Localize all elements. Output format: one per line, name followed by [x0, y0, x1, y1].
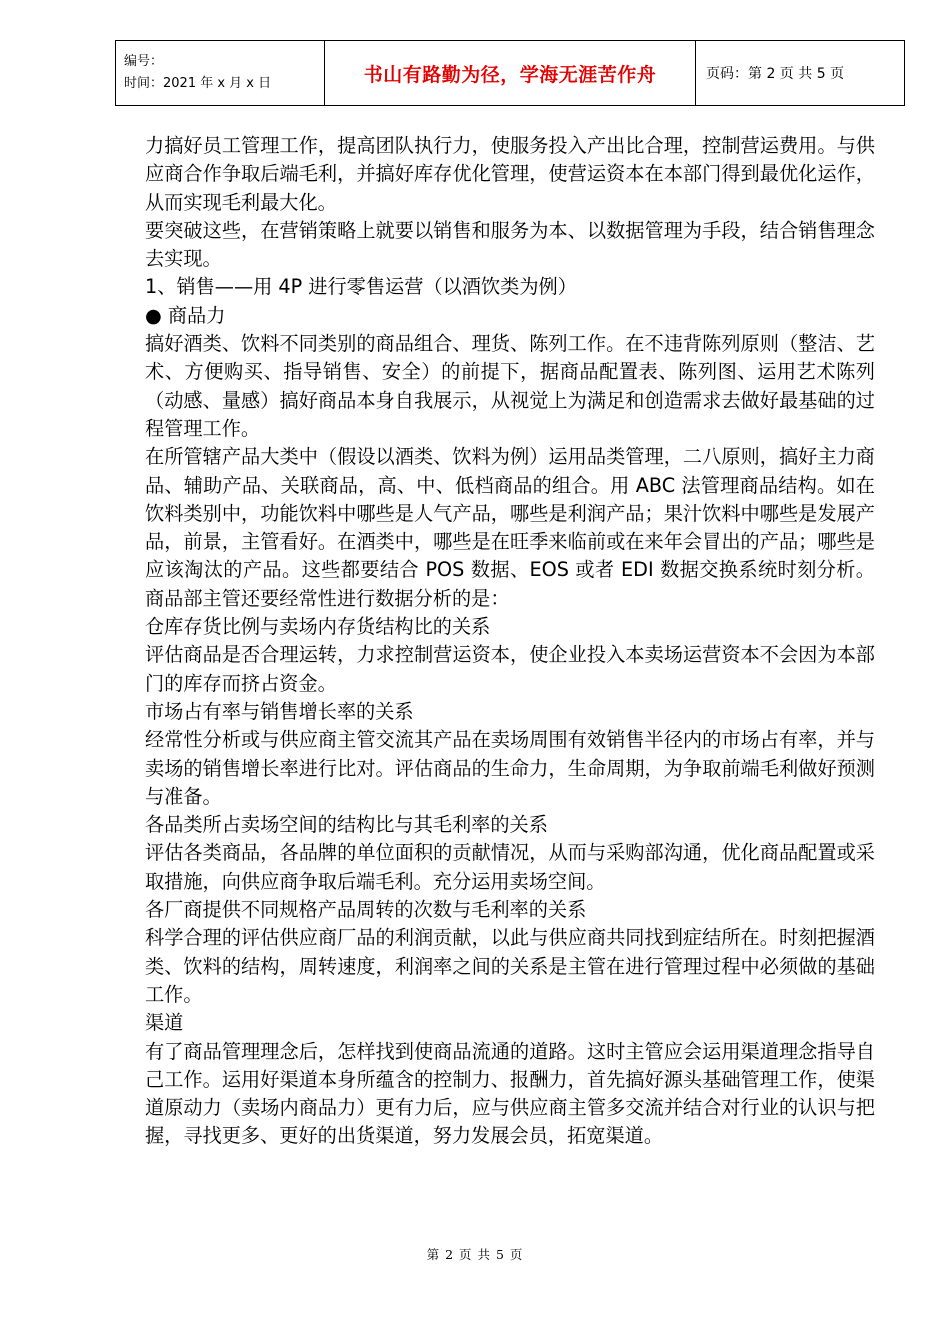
header-page-label: 页码：第 2 页 共 5 页 [696, 41, 905, 106]
paragraph: 评估商品是否合理运转，力求控制营运资本，使企业投入本卖场运营资本不会因为本部门的库存而挤占资金。 [145, 643, 875, 695]
paragraph: 科学合理的评估供应商厂品的利润贡献，以此与供应商共同找到症结所在。时刻把握酒类、饮料的结构，周转速度，利润率之间的关系是主管在进行管理过程中必须做的基础工作。 [145, 926, 875, 1006]
paragraph: 要突破这些，在营销策略上就要以销售和服务为本、以数据管理为手段，结合销售理念去实现。 [145, 218, 875, 271]
subheading: 仓库存货比例与卖场内存货结构比的关系 [145, 615, 491, 639]
header-info-cell [116, 41, 325, 106]
time-label: 时间：2021 年 x 月 x 日 [124, 76, 272, 91]
paragraph: 在所管辖产品大类中（假设以酒类、饮料为例）运用品类管理，二八原则，搞好主力商品、辅助产品、关联商品，高、中、低档商品的组合。用 ABC 法管理商品结构。如在饮料类别中，功能饮料中哪些是人气产品，哪些是利润产品；果汁饮料中哪些是发展产品，前景，主管看好。在酒类中，哪些是在旺季来临前或在来年会冒出的产品；哪些是应该淘汰的产品。这些都要结合 POS 数据、EOS 或者 EDI 数据交换系统时刻分析。商品部主管还要经常性进行数据分析的是： [145, 445, 875, 610]
section-heading: 1、销售——用 4P 进行零售运营（以酒饮类为例） [145, 275, 577, 299]
subheading: 渠道 [145, 1011, 184, 1035]
page-footer: 第 2 页 共 5 页 [426, 1247, 524, 1262]
number-label: 编号： [124, 54, 164, 69]
subheading: 各厂商提供不同规格产品周转的次数与毛利率的关系 [145, 898, 587, 922]
paragraph: 力搞好员工管理工作，提高团队执行力，使服务投入产出比合理，控制营运费用。与供应商合作争取后端毛利，并搞好库存优化管理，使营运资本在本部门得到最优化运作，从而实现毛利最大化。 [145, 134, 875, 214]
paragraph: 评估各类商品，各品牌的单位面积的贡献情况，从而与采购部沟通，优化商品配置或采取措施，向供应商争取后端毛利。充分运用卖场空间。 [145, 841, 875, 893]
subheading: 各品类所占卖场空间的结构比与其毛利率的关系 [145, 813, 548, 837]
bullet-heading: ● 商品力 [145, 303, 226, 327]
document-body [145, 132, 875, 1151]
paragraph: 经常性分析或与供应商主管交流其产品在卖场周围有效销售半径内的市场占有率，并与卖场的销售增长率进行比对。评估商品的生命力，生命周期，为争取前端毛利做好预测与准备。 [145, 728, 875, 808]
page-header [115, 40, 905, 106]
paragraph: 有了商品管理理念后，怎样找到使商品流通的道路。这时主管应会运用渠道理念指导自己工作。运用好渠道本身所蕴含的控制力、报酬力，首先搞好源头基础管理工作，使渠道原动力（卖场内商品力）更有力后，应与供应商主管多交流并结合对行业的认识与把握，寻找更多、更好的出货渠道，努力发展会员，拓宽渠道。 [145, 1039, 875, 1148]
paragraph: 搞好酒类、饮料不同类别的商品组合、理货、陈列工作。在不违背陈列原则（整洁、艺术、方便购买、指导销售、安全）的前提下，据商品配置表、陈列图、运用艺术陈列（动感、量感）搞好商品本身自我展示，从视觉上为满足和创造需求去做好最基础的过程管理工作。 [145, 332, 875, 440]
subheading: 市场占有率与销售增长率的关系 [145, 699, 414, 723]
header-motto: 书山有路勤为径，学海无涯苦作舟 [325, 41, 696, 106]
